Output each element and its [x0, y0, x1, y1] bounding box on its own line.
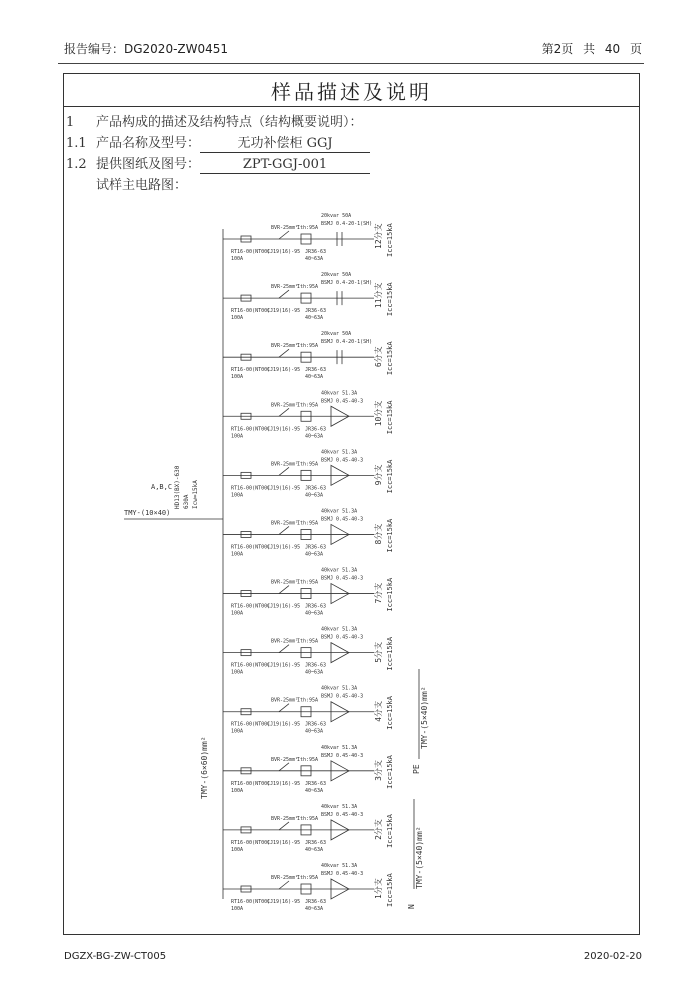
branch-label: 10分支 [374, 400, 383, 427]
fuse-model-label: RT16-00(NT00) [231, 308, 271, 315]
ith-label: Ith:95A [297, 638, 319, 645]
ith-label: Ith:95A [297, 284, 319, 291]
capacitor-rating-label: 40kvar 51.3A [321, 744, 358, 751]
icc-label: Icc=15kA [386, 518, 394, 553]
footer-date: 2020-02-20 [583, 951, 642, 962]
contactor-range-label: 40~63A [305, 374, 324, 381]
capacitor-rating-label: 40kvar 51.3A [321, 803, 358, 810]
breaker-model-label: CJ19(16)-95 [267, 426, 301, 433]
reactor-rating-label: 20kvar 50A [321, 272, 352, 279]
fuse-rating-label: 100A [231, 551, 244, 558]
fuse-model-label: RT16-00(NT00) [231, 603, 271, 610]
pe-label: PE [412, 764, 421, 774]
fuse-model-label: RT16-00(NT00) [231, 899, 271, 905]
document-code: DGZX-BG-ZW-CT005 [64, 951, 167, 962]
branch-label: 9分支 [374, 464, 383, 486]
wire-label: BVR-25mm² [271, 520, 299, 527]
breaker-contact [279, 881, 289, 889]
branch-label: 8分支 [374, 523, 383, 545]
breaker-model-label: CJ19(16)-95 [267, 780, 301, 787]
drawing-number-field: ZPT-GGJ-001 [200, 157, 370, 174]
branch-label: 11分支 [374, 282, 383, 309]
pe-bus-label: TMY-(5×40)mm² [420, 686, 429, 749]
breaker-contact [279, 763, 289, 771]
ith-label: Ith:95A [297, 461, 319, 468]
main-circuit-diagram [124, 199, 539, 924]
capacitor-model-label: BSMJ 0.45-40-3 [321, 457, 364, 464]
breaker-contact [279, 526, 289, 534]
ith-label: Ith:95A [297, 579, 319, 586]
main-switch-label: HD13(BX)-630 [174, 465, 181, 509]
contactor-model-label: JR36-63 [305, 544, 327, 551]
wire-label: BVR-25mm² [271, 697, 299, 704]
n-bus-label: TMY-(5×40)mm² [415, 826, 424, 889]
icc-label: Icc=15kA [386, 400, 394, 435]
contactor-range-label: 40~63A [305, 669, 324, 676]
diagram-caption: 试样主电路图： [96, 178, 188, 193]
fuse-rating-label: 100A [231, 315, 244, 322]
fuse-model-label: RT16-00(NT00) [231, 426, 271, 433]
capacitor-model-label: BSMJ 0.45-40-3 [321, 575, 364, 582]
fuse-model-label: RT16-00(NT00) [231, 544, 271, 551]
main-switch-label: Icw=15kA [192, 480, 199, 509]
icc-label: Icc=15kA [386, 459, 394, 494]
wire-label: BVR-25mm² [271, 402, 299, 409]
breaker-model-label: CJ19(16)-95 [267, 662, 301, 669]
item-1-2 [66, 153, 370, 174]
item-number: 1.1 [66, 136, 87, 151]
capacitor-rating-label: 40kvar 51.3A [321, 449, 358, 456]
fuse-rating-label: 100A [231, 669, 244, 676]
capacitor-model-label: BSMJ 0.45-40-3 [321, 693, 364, 700]
capacitor-model-label: BSMJ 0.45-40-3 [321, 634, 364, 641]
breaker-model-label: CJ19(16)-95 [267, 721, 301, 728]
contactor-range-label: 40~63A [305, 551, 324, 558]
capacitor-rating-label: 40kvar 51.3A [321, 626, 358, 633]
contactor-range-label: 40~63A [305, 610, 324, 617]
item-1-1 [66, 132, 370, 153]
branch-label: 4分支 [374, 700, 383, 722]
branch-label: 7分支 [374, 582, 383, 604]
contactor-model-label: JR36-63 [305, 780, 327, 787]
ith-label: Ith:95A [297, 697, 319, 704]
content-frame [63, 73, 640, 935]
vertical-bus-label: TMY-(6×60)mm² [200, 736, 209, 799]
fuse-rating-label: 100A [231, 256, 244, 262]
icc-label: Icc=15kA [386, 636, 394, 671]
fuse-model-label: RT16-00(NT00) [231, 721, 271, 728]
reactor-model-label: BSMJ 0.4-20-1(SH) [321, 280, 373, 287]
contactor-range-label: 40~63A [305, 433, 324, 440]
breaker-contact [279, 290, 289, 298]
ith-label: Ith:95A [297, 520, 319, 527]
contactor-model-label: JR36-63 [305, 485, 327, 492]
phase-label: A,B,C [151, 483, 173, 491]
contactor-model-label: JR36-63 [305, 721, 327, 728]
reactor-model-label: BSMJ 0.4-20-1(SH) [321, 221, 373, 227]
fuse-rating-label: 100A [231, 433, 244, 440]
wire-label: BVR-25mm² [271, 756, 299, 763]
breaker-model-label: CJ19(16)-95 [267, 839, 301, 846]
contactor-range-label: 40~63A [305, 315, 324, 322]
ith-label: Ith:95A [297, 875, 319, 881]
breaker-model-label: CJ19(16)-95 [267, 249, 301, 255]
page-indicator: 第2页 共 40 页 [541, 42, 642, 56]
capacitor-model-label: BSMJ 0.45-40-3 [321, 811, 364, 818]
fuse-model-label: RT16-00(NT00) [231, 485, 271, 492]
breaker-contact [279, 231, 289, 239]
wire-label: BVR-25mm² [271, 579, 299, 586]
contactor-model-label: JR36-63 [305, 426, 327, 433]
fuse-rating-label: 100A [231, 787, 244, 794]
ith-label: Ith:95A [297, 343, 319, 350]
contactor-model-label: JR36-63 [305, 249, 327, 255]
contactor-model-label: JR36-63 [305, 367, 327, 374]
contactor-range-label: 40~63A [305, 492, 324, 499]
breaker-contact [279, 467, 289, 475]
ith-label: Ith:95A [297, 225, 319, 231]
breaker-model-label: CJ19(16)-95 [267, 544, 301, 551]
wire-label: BVR-25mm² [271, 461, 299, 468]
capacitor-rating-label: 40kvar 51.3A [321, 567, 358, 574]
fuse-rating-label: 100A [231, 492, 244, 499]
reactor-model-label: BSMJ 0.4-20-1(SH) [321, 339, 373, 346]
breaker-model-label: CJ19(16)-95 [267, 899, 301, 905]
branch-label: 3分支 [374, 759, 383, 781]
contactor-model-label: JR36-63 [305, 308, 327, 315]
capacitor-model-label: BSMJ 0.45-40-3 [321, 516, 364, 523]
fuse-model-label: RT16-00(NT00) [231, 780, 271, 787]
main-switch-label: 630A [183, 494, 190, 509]
report-number: 报告编号：DG2020-ZW0451 [64, 42, 229, 56]
fuse-rating-label: 100A [231, 610, 244, 617]
breaker-model-label: CJ19(16)-95 [267, 485, 301, 492]
item-number: 1 [66, 115, 75, 130]
breaker-model-label: CJ19(16)-95 [267, 603, 301, 610]
icc-label: Icc=15kA [386, 341, 394, 376]
contactor-model-label: JR36-63 [305, 839, 327, 846]
icc-label: Icc=15kA [386, 577, 394, 612]
breaker-contact [279, 645, 289, 653]
main-cable-label: TMY-(10×40) [124, 509, 171, 517]
branch-label: 6分支 [374, 346, 383, 368]
wire-label: BVR-25mm² [271, 343, 299, 350]
wire-label: BVR-25mm² [271, 225, 299, 231]
capacitor-rating-label: 40kvar 51.3A [321, 685, 358, 692]
branch-label: 5分支 [374, 641, 383, 663]
wire-label: BVR-25mm² [271, 875, 299, 881]
ith-label: Ith:95A [297, 402, 319, 409]
title-row [64, 74, 639, 107]
fuse-rating-label: 100A [231, 906, 244, 912]
item-label: 提供图纸及图号： [96, 157, 201, 172]
fuse-rating-label: 100A [231, 728, 244, 735]
product-name-field: 无功补偿柜 GGJ [200, 132, 370, 153]
contactor-model-label: JR36-63 [305, 662, 327, 669]
breaker-contact [279, 586, 289, 594]
section-title: 样品描述及说明 [271, 79, 432, 104]
capacitor-rating-label: 40kvar 51.3A [321, 390, 358, 397]
branch-label: 2分支 [374, 819, 383, 840]
icc-label: Icc=15kA [386, 814, 394, 848]
wire-label: BVR-25mm² [271, 284, 299, 291]
reactor-rating-label: 20kvar 50A [321, 213, 352, 219]
icc-label: Icc=15kA [386, 755, 394, 789]
capacitor-model-label: BSMJ 0.45-40-3 [321, 398, 364, 405]
contactor-range-label: 40~63A [305, 846, 324, 853]
fuse-rating-label: 100A [231, 846, 244, 853]
icc-label: Icc=15kA [386, 873, 394, 907]
item-label: 产品名称及型号： [96, 136, 201, 151]
contactor-model-label: JR36-63 [305, 603, 327, 610]
reactor-rating-label: 20kvar 50A [321, 331, 352, 338]
breaker-contact [279, 704, 289, 712]
fuse-model-label: RT16-00(NT00) [231, 367, 271, 374]
icc-label: Icc=15kA [386, 282, 394, 317]
wire-label: BVR-25mm² [271, 638, 299, 645]
breaker-model-label: CJ19(16)-95 [267, 367, 301, 374]
ith-label: Ith:95A [297, 756, 319, 763]
icc-label: Icc=15kA [386, 696, 394, 730]
fuse-model-label: RT16-00(NT00) [231, 839, 271, 846]
icc-label: Icc=15kA [386, 223, 394, 257]
wire-label: BVR-25mm² [271, 815, 299, 822]
header-divider [58, 63, 644, 64]
breaker-contact [279, 408, 289, 416]
capacitor-model-label: BSMJ 0.45-40-3 [321, 752, 364, 759]
contactor-range-label: 40~63A [305, 906, 324, 912]
capacitor-rating-label: 40kvar 51.3A [321, 863, 358, 869]
breaker-contact [279, 822, 289, 830]
breaker-model-label: CJ19(16)-95 [267, 308, 301, 315]
item-number: 1.2 [66, 157, 87, 172]
fuse-model-label: RT16-00(NT00) [231, 662, 271, 669]
item-1 [66, 111, 363, 130]
ith-label: Ith:95A [297, 815, 319, 822]
item-text: 产品构成的描述及结构特点（结构概要说明）： [96, 115, 363, 130]
fuse-model-label: RT16-00(NT00) [231, 249, 271, 255]
contactor-range-label: 40~63A [305, 728, 324, 735]
capacitor-rating-label: 40kvar 51.3A [321, 508, 358, 515]
capacitor-model-label: BSMJ 0.45-40-3 [321, 871, 364, 877]
fuse-rating-label: 100A [231, 374, 244, 381]
branch-label: 12分支 [374, 223, 383, 249]
contactor-range-label: 40~63A [305, 256, 324, 262]
contactor-range-label: 40~63A [305, 787, 324, 794]
n-label: N [407, 904, 416, 909]
contactor-model-label: JR36-63 [305, 899, 327, 905]
breaker-contact [279, 349, 289, 357]
branch-label: 1分支 [374, 878, 383, 899]
